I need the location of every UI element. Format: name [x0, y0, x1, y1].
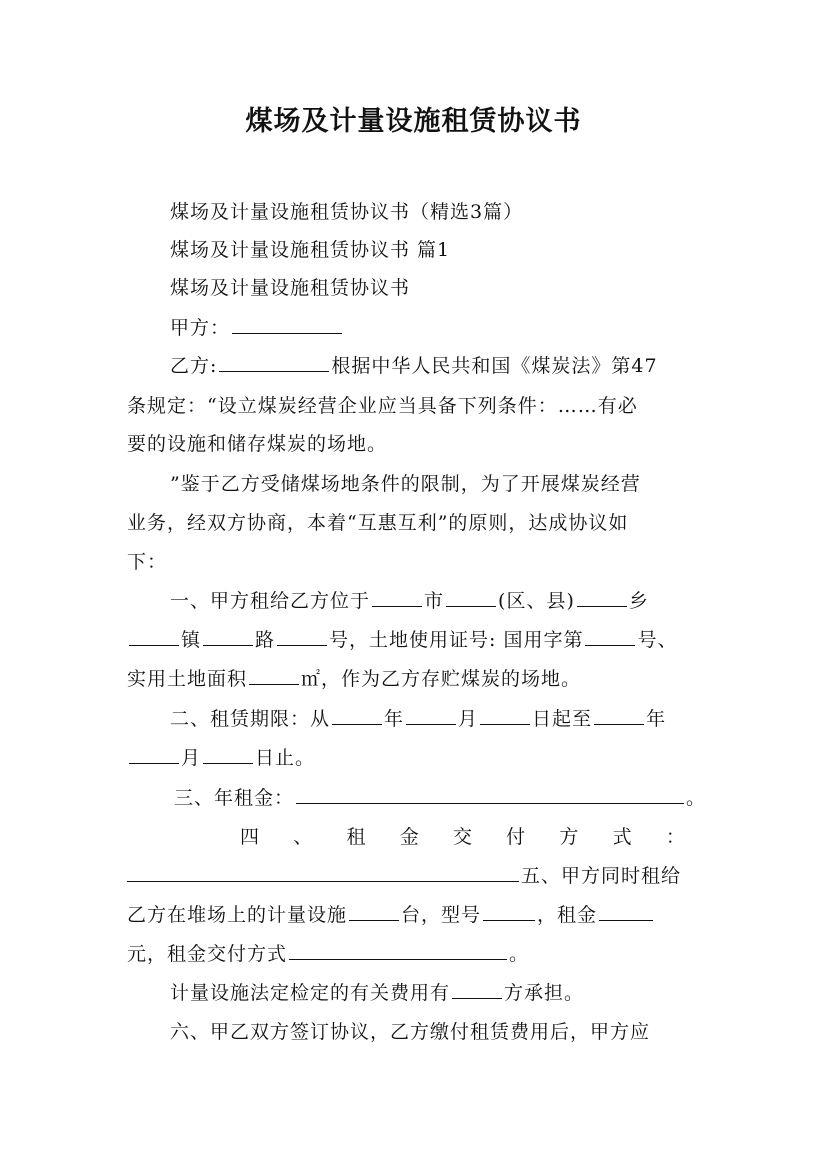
para2-line2: 业务，经双方协商，本着“互惠互利”的原则，达成协议如	[127, 512, 629, 534]
clause1-text-c: (区、县)	[498, 590, 575, 612]
clause5-text-e: 元，租金交付方式	[127, 943, 288, 965]
clause2-text-a: 二、租赁期限：从	[170, 708, 331, 730]
blank-fee-party	[452, 980, 502, 999]
clause4-heading	[240, 822, 686, 852]
clause4-char: ：	[665, 826, 686, 848]
blank-cert-no	[585, 627, 635, 646]
clause3-line	[174, 783, 706, 813]
clause4-char: 四	[240, 826, 261, 848]
para1-line1-tail: 根据中华人民共和国《煤炭法》第47	[331, 355, 658, 377]
clause3-text-b: 。	[686, 787, 707, 809]
heading-collection: 煤场及计量设施租赁协议书（精选3篇）	[170, 201, 524, 223]
para2-line1: ”鉴于乙方受储煤场地条件的限制，为了开展煤炭经营	[170, 473, 641, 495]
clause4-char: 交	[452, 826, 473, 848]
clause4-char: 、	[293, 826, 314, 848]
party-a-label: 甲方：	[170, 317, 231, 339]
para1-line2: 条规定：“设立煤炭经营企业应当具备下列条件：……有必	[127, 395, 638, 417]
party-b-line	[170, 351, 658, 381]
blank-end-day	[203, 745, 253, 764]
clause1-line3	[127, 664, 581, 694]
clause4-char: 方	[559, 826, 580, 848]
clause1-line1	[170, 586, 649, 616]
clause2-text-d: 日起至	[532, 708, 593, 730]
clause5-text-h: 方承担。	[504, 982, 585, 1004]
clause2-text-e: 年	[646, 708, 667, 730]
clause1-text-i: 实用土地面积	[127, 668, 248, 690]
blank-end-year	[594, 706, 644, 725]
blank-device-rent	[599, 902, 653, 921]
blank-start-year	[332, 706, 382, 725]
blank-road	[203, 627, 253, 646]
clause1-text-d: 乡	[628, 590, 649, 612]
para2-line3: 下：	[127, 551, 168, 573]
blank-town	[129, 627, 179, 646]
clause1-text-e: 镇	[181, 629, 202, 651]
para1-line3: 要的设施和储存煤炭的场地。	[127, 433, 388, 455]
clause5-text-a: 五、甲方同时租给	[521, 865, 682, 887]
heading-part1: 煤场及计量设施租赁协议书 篇1	[170, 239, 451, 261]
blank-payment-method	[127, 863, 519, 882]
clause1-text-j: ㎡，作为乙方存贮煤炭的场地。	[301, 668, 582, 690]
clause4-char: 租	[346, 826, 367, 848]
blank-area	[249, 666, 299, 685]
clause2-text-c: 月	[458, 708, 479, 730]
clause2-text-f: 月	[181, 747, 202, 769]
party-b-blank	[219, 353, 329, 372]
blank-annual-rent	[296, 785, 684, 804]
clause5-line4	[170, 978, 584, 1008]
clause5-text-d: ，租金	[537, 904, 598, 926]
blank-device-payment	[289, 941, 507, 960]
clause1-text-g: 号，土地使用证号: 国用字第	[329, 629, 584, 651]
blank-number	[277, 627, 327, 646]
clause5-line1	[127, 861, 681, 891]
clause4-char: 式	[612, 826, 633, 848]
clause1-text-f: 路	[255, 629, 276, 651]
clause5-line3	[127, 939, 529, 969]
clause6-line1: 六、甲乙双方签订协议，乙方缴付租赁费用后，甲方应	[170, 1021, 651, 1043]
clause2-line2	[127, 743, 315, 773]
clause2-line1	[170, 704, 666, 734]
clause1-text-h: 号、	[637, 629, 678, 651]
clause5-text-b: 乙方在堆场上的计量设施	[127, 904, 348, 926]
document-title: 煤场及计量设施租赁协议书	[245, 106, 582, 137]
clause1-line2	[127, 625, 678, 655]
heading-doc: 煤场及计量设施租赁协议书	[170, 277, 411, 299]
clause1-text-a: 一、甲方租给乙方位于	[170, 590, 371, 612]
clause3-text-a: 三、年租金：	[174, 787, 295, 809]
blank-township	[577, 588, 627, 607]
clause5-text-f: 。	[509, 943, 530, 965]
blank-device-count	[349, 902, 399, 921]
blank-district	[446, 588, 496, 607]
clause2-text-g: 日止。	[255, 747, 316, 769]
clause4-char: 金	[399, 826, 420, 848]
clause1-text-b: 市	[424, 590, 445, 612]
clause5-text-g: 计量设施法定检定的有关费用有	[170, 982, 451, 1004]
clause5-text-c: 台，型号	[401, 904, 482, 926]
blank-end-month	[129, 745, 179, 764]
blank-city	[372, 588, 422, 607]
blank-model	[483, 902, 535, 921]
party-a-line	[170, 313, 344, 343]
clause4-char: 付	[506, 826, 527, 848]
blank-start-month	[406, 706, 456, 725]
clause2-text-b: 年	[384, 708, 405, 730]
party-a-blank	[232, 315, 342, 334]
clause5-line2	[127, 900, 655, 930]
blank-start-day	[480, 706, 530, 725]
party-b-label: 乙方:	[170, 355, 218, 377]
